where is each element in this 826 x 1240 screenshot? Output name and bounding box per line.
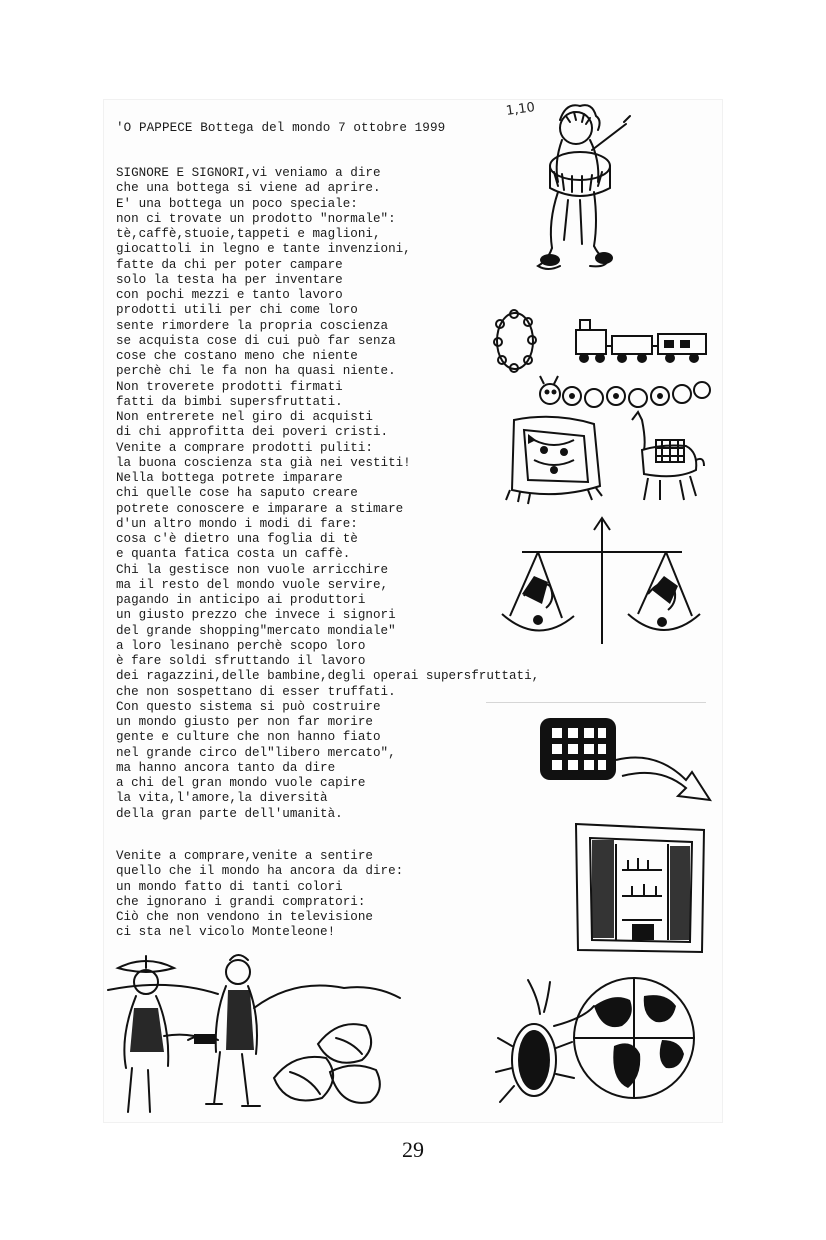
poem-line: Con questo sistema si può costruire bbox=[116, 699, 381, 714]
caterpillar-toy-sketch-icon bbox=[536, 374, 716, 414]
poem-line: Chi la gestisce non vuole arricchire bbox=[116, 562, 389, 577]
shop-sketch-icon bbox=[572, 820, 708, 956]
poem-line: ma hanno ancora tanto da dire bbox=[116, 760, 336, 775]
arrow-sketch-icon bbox=[612, 750, 722, 820]
poem-line: sente rimordere la propria coscienza bbox=[116, 318, 389, 333]
poem-line: dei ragazzini,delle bambine,degli operai supersfruttati, bbox=[116, 669, 540, 684]
poem-line: un giusto prezzo che invece i signori bbox=[116, 608, 396, 623]
wreath-sketch-icon bbox=[490, 306, 540, 376]
poem-line: del grande shopping"mercato mondiale" bbox=[116, 623, 396, 638]
poem-line: che una bottega si viene ad aprire. bbox=[116, 181, 381, 196]
poem-line: solo la testa ha per inventare bbox=[116, 272, 343, 287]
window-sketch-icon bbox=[538, 714, 620, 784]
poem-line: fatti da bimbi supersfruttati. bbox=[116, 394, 343, 409]
poem-line: a loro lesinano perchè scopo loro bbox=[116, 638, 366, 653]
poem-line: Venite a comprare prodotti puliti: bbox=[116, 440, 373, 455]
poem-line: cosa c'è dietro una foglia di tè bbox=[116, 532, 358, 546]
poem-line: la vita,l'amore,la diversità bbox=[116, 791, 328, 806]
drummer-sketch-icon bbox=[496, 100, 636, 290]
globe-cockroach-sketch-icon bbox=[494, 976, 708, 1112]
poem-line: tè,caffè,stuoie,tappeti e maglioni, bbox=[116, 227, 381, 241]
document-header: 'O PAPPECE Bottega del mondo 7 ottobre 1999 bbox=[116, 121, 446, 135]
llama-sketch-icon bbox=[622, 410, 706, 506]
poem-line: Non troverete prodotti firmati bbox=[116, 379, 343, 394]
page-number: 29 bbox=[402, 1137, 424, 1162]
poem-line: a chi del gran mondo vuole capire bbox=[116, 776, 366, 790]
poem-line: ci sta nel vicolo Monteleone! bbox=[116, 925, 336, 940]
toy-train-sketch-icon bbox=[572, 316, 712, 368]
poem-line: perchè chi le fa non ha quasi niente. bbox=[116, 364, 396, 379]
handwritten-page-mark: 1,10 bbox=[505, 100, 536, 119]
poem-line: SIGNORE E SIGNORI,vi veniamo a dire bbox=[116, 166, 381, 180]
poem-line: fatte da chi per poter campare bbox=[116, 257, 343, 272]
poem-line: la buona coscienza sta già nei vestiti! bbox=[116, 455, 411, 470]
poem-line: Nella bottega potrete imparare bbox=[116, 471, 343, 485]
traders-sketch-icon bbox=[104, 948, 404, 1122]
poem-line: pagando in anticipo ai produttori bbox=[116, 593, 366, 607]
poem-line: è fare soldi sfruttando il lavoro bbox=[116, 654, 366, 668]
poem-line: ma il resto del mondo vuole servire, bbox=[116, 577, 389, 592]
poem-line: della gran parte dell'umanità. bbox=[116, 806, 343, 821]
poem-line: chi quelle cose ha saputo creare bbox=[116, 486, 358, 501]
poem-line: d'un altro mondo i modi di fare: bbox=[116, 516, 358, 531]
poem-line: Non entrerete nel giro di acquisti bbox=[116, 410, 373, 424]
poem-line: Ciò che non vendono in televisione bbox=[116, 910, 373, 924]
poem-line: giocattoli in legno e tante invenzioni, bbox=[116, 242, 411, 257]
poem-line: un mondo fatto di tanti colori bbox=[116, 879, 343, 894]
poem-line: cose che costano meno che niente bbox=[116, 349, 358, 363]
poem-line: e quanta fatica costa un caffè. bbox=[116, 547, 351, 562]
poem-line: potrete conoscere e imparare a stimare bbox=[116, 501, 404, 516]
sketch-divider bbox=[486, 702, 706, 703]
poem-line: gente e culture che non hanno fiato bbox=[116, 730, 381, 745]
poem-line: se acquista cose di cui può far senza bbox=[116, 333, 396, 348]
poem-stanza-1 bbox=[116, 166, 539, 822]
poem-line: che ignorano i grandi compratori: bbox=[116, 894, 366, 909]
poem-line: un mondo giusto per non far morire bbox=[116, 715, 373, 729]
poem-line: E' una bottega un poco speciale: bbox=[116, 196, 358, 211]
poem-stanza-2 bbox=[116, 849, 403, 941]
poem-line: prodotti utili per chi come loro bbox=[116, 303, 358, 318]
poem-line: di chi approfitta dei poveri cristi. bbox=[116, 425, 389, 440]
poem-line: nel grande circo del"libero mercato", bbox=[116, 745, 396, 760]
scale-sketch-icon bbox=[498, 514, 708, 650]
rug-sketch-icon bbox=[504, 410, 604, 506]
poem-line: con pochi mezzi e tanto lavoro bbox=[116, 288, 343, 302]
poem-line: Venite a comprare,venite a sentire bbox=[116, 849, 373, 863]
poem-line: non ci trovate un prodotto "normale": bbox=[116, 211, 396, 226]
poem-line: che non sospettano di esser truffati. bbox=[116, 684, 396, 699]
poem-line: quello che il mondo ha ancora da dire: bbox=[116, 864, 404, 879]
